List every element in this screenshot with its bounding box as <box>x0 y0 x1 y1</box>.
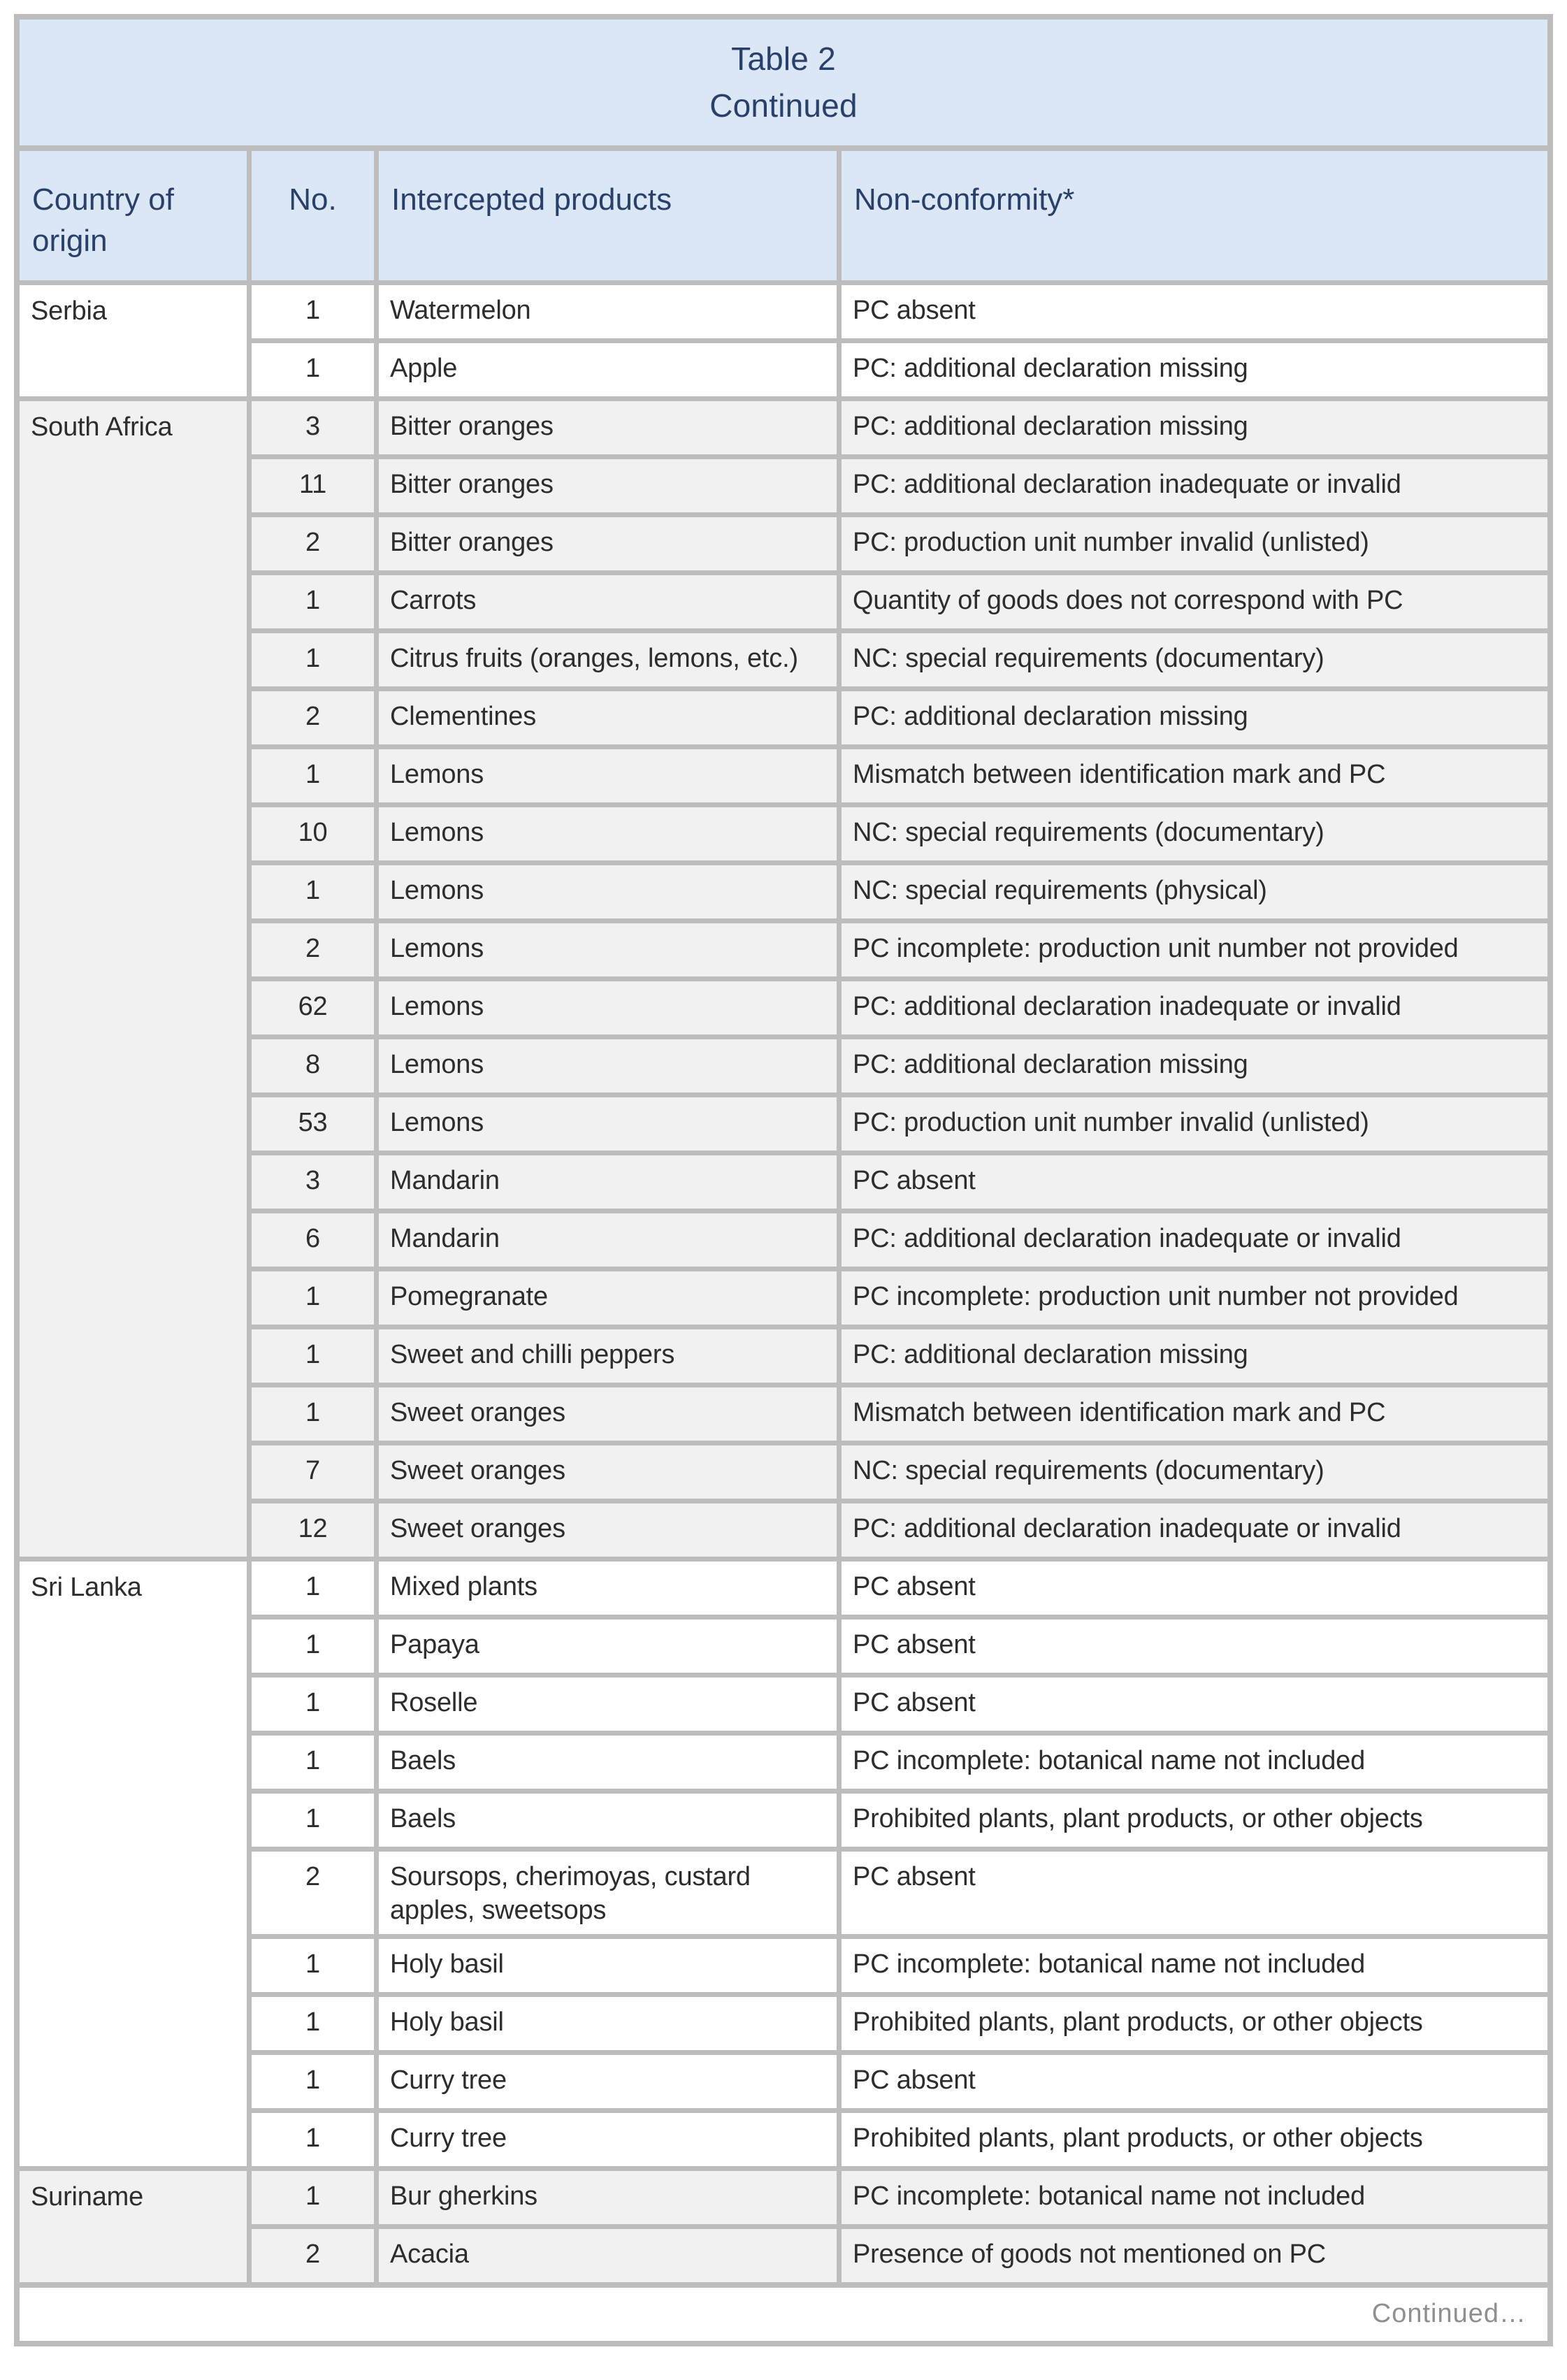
product-cell: Soursops, cherimoyas, custard apples, sweetsops <box>379 1852 837 1934</box>
product-cell: Citrus fruits (oranges, lemons, etc.) <box>379 633 837 686</box>
table-title-line-1: Table 2 <box>731 41 836 78</box>
count-cell: 12 <box>252 1503 374 1557</box>
count-cell: 2 <box>252 517 374 570</box>
non-conformity-cell: PC incomplete: production unit number not provided <box>842 1271 1547 1325</box>
count-cell: 10 <box>252 807 374 860</box>
product-cell: Lemons <box>379 1039 837 1092</box>
count-cell: 1 <box>252 1997 374 2050</box>
non-conformity-cell: PC absent <box>842 1155 1547 1209</box>
non-conformity-cell: PC: additional declaration missing <box>842 343 1547 396</box>
count-cell: 2 <box>252 2229 374 2282</box>
column-header-non-conformity: Non-conformity* <box>842 151 1547 280</box>
non-conformity-cell: PC: additional declaration inadequate or invalid <box>842 459 1547 512</box>
product-cell: Baels <box>379 1794 837 1847</box>
product-cell: Curry tree <box>379 2055 837 2108</box>
non-conformity-cell: PC incomplete: botanical name not included <box>842 1939 1547 1992</box>
non-conformity-cell: Prohibited plants, plant products, or other objects <box>842 2113 1547 2166</box>
count-cell: 53 <box>252 1097 374 1151</box>
column-header-country-of-origin: Country of origin <box>20 151 247 280</box>
product-cell: Roselle <box>379 1678 837 1731</box>
count-cell: 1 <box>252 865 374 918</box>
product-cell: Mandarin <box>379 1213 837 1267</box>
count-cell: 1 <box>252 343 374 396</box>
non-conformity-cell: PC incomplete: production unit number not provided <box>842 923 1547 976</box>
non-conformity-cell: PC absent <box>842 1562 1547 1615</box>
count-cell: 2 <box>252 923 374 976</box>
non-conformity-cell: NC: special requirements (documentary) <box>842 633 1547 686</box>
product-cell: Bitter oranges <box>379 401 837 454</box>
product-cell: Curry tree <box>379 2113 837 2166</box>
product-cell: Papaya <box>379 1620 837 1673</box>
non-conformity-cell: PC absent <box>842 1678 1547 1731</box>
product-cell: Mixed plants <box>379 1562 837 1615</box>
product-cell: Lemons <box>379 981 837 1034</box>
non-conformity-cell: PC: production unit number invalid (unlisted) <box>842 517 1547 570</box>
count-cell: 11 <box>252 459 374 512</box>
product-cell: Lemons <box>379 923 837 976</box>
product-cell: Bur gherkins <box>379 2171 837 2224</box>
count-cell: 1 <box>252 2171 374 2224</box>
non-conformity-cell: PC incomplete: botanical name not included <box>842 2171 1547 2224</box>
product-cell: Lemons <box>379 807 837 860</box>
product-cell: Clementines <box>379 691 837 744</box>
count-cell: 1 <box>252 1678 374 1731</box>
count-cell: 1 <box>252 2055 374 2108</box>
product-cell: Sweet and chilli peppers <box>379 1329 837 1383</box>
product-cell: Watermelon <box>379 285 837 338</box>
count-cell: 3 <box>252 1155 374 1209</box>
product-cell: Apple <box>379 343 837 396</box>
non-conformity-cell: PC: additional declaration missing <box>842 1329 1547 1383</box>
count-cell: 6 <box>252 1213 374 1267</box>
count-cell: 1 <box>252 1736 374 1789</box>
non-conformity-cell: PC absent <box>842 1620 1547 1673</box>
non-conformity-cell: PC incomplete: botanical name not included <box>842 1736 1547 1789</box>
count-cell: 1 <box>252 285 374 338</box>
product-cell: Holy basil <box>379 1939 837 1992</box>
column-header-no: No. <box>252 151 374 280</box>
non-conformity-cell: PC absent <box>842 2055 1547 2108</box>
table-title <box>20 20 1547 145</box>
count-cell: 1 <box>252 1329 374 1383</box>
non-conformity-cell: Presence of goods not mentioned on PC <box>842 2229 1547 2282</box>
product-cell: Mandarin <box>379 1155 837 1209</box>
column-header-intercepted-products: Intercepted products <box>379 151 837 280</box>
non-conformity-cell: PC: additional declaration missing <box>842 1039 1547 1092</box>
non-conformity-cell: NC: special requirements (documentary) <box>842 1445 1547 1499</box>
count-cell: 62 <box>252 981 374 1034</box>
count-cell: 2 <box>252 1852 374 1934</box>
product-cell: Lemons <box>379 865 837 918</box>
non-conformity-cell: NC: special requirements (physical) <box>842 865 1547 918</box>
non-conformity-cell: PC: additional declaration missing <box>842 401 1547 454</box>
product-cell: Lemons <box>379 749 837 802</box>
non-conformity-cell: Prohibited plants, plant products, or other objects <box>842 1794 1547 1847</box>
product-cell: Sweet oranges <box>379 1387 837 1441</box>
non-conformity-cell: Prohibited plants, plant products, or other objects <box>842 1997 1547 2050</box>
count-cell: 2 <box>252 691 374 744</box>
product-cell: Acacia <box>379 2229 837 2282</box>
count-cell: 1 <box>252 1620 374 1673</box>
count-cell: 1 <box>252 749 374 802</box>
product-cell: Sweet oranges <box>379 1445 837 1499</box>
count-cell: 1 <box>252 633 374 686</box>
non-conformity-cell: PC: additional declaration missing <box>842 691 1547 744</box>
count-cell: 3 <box>252 401 374 454</box>
country-cell: Serbia <box>20 285 247 396</box>
country-cell: South Africa <box>20 401 247 1557</box>
count-cell: 1 <box>252 1387 374 1441</box>
count-cell: 1 <box>252 2113 374 2166</box>
count-cell: 1 <box>252 575 374 628</box>
country-cell: Suriname <box>20 2171 247 2282</box>
product-cell: Baels <box>379 1736 837 1789</box>
non-conformity-cell: Quantity of goods does not correspond with PC <box>842 575 1547 628</box>
product-cell: Bitter oranges <box>379 517 837 570</box>
count-cell: 7 <box>252 1445 374 1499</box>
count-cell: 1 <box>252 1939 374 1992</box>
non-conformity-cell: PC absent <box>842 285 1547 338</box>
non-conformity-cell: PC: additional declaration inadequate or invalid <box>842 981 1547 1034</box>
non-conformity-cell: PC: production unit number invalid (unlisted) <box>842 1097 1547 1151</box>
non-conformity-cell: Mismatch between identification mark and PC <box>842 1387 1547 1441</box>
count-cell: 1 <box>252 1271 374 1325</box>
table-2-continued <box>14 14 1553 2346</box>
non-conformity-cell: NC: special requirements (documentary) <box>842 807 1547 860</box>
count-cell: 1 <box>252 1794 374 1847</box>
non-conformity-cell: PC: additional declaration inadequate or invalid <box>842 1213 1547 1267</box>
table-body <box>20 151 1547 2282</box>
product-cell: Pomegranate <box>379 1271 837 1325</box>
product-cell: Sweet oranges <box>379 1503 837 1557</box>
continued-label: Continued… <box>1371 2299 1526 2329</box>
product-cell: Lemons <box>379 1097 837 1151</box>
table-title-line-2: Continued <box>709 87 858 124</box>
product-cell: Carrots <box>379 575 837 628</box>
table-footer <box>20 2288 1547 2341</box>
non-conformity-cell: Mismatch between identification mark and PC <box>842 749 1547 802</box>
count-cell: 1 <box>252 1562 374 1615</box>
non-conformity-cell: PC absent <box>842 1852 1547 1934</box>
country-cell: Sri Lanka <box>20 1562 247 2166</box>
count-cell: 8 <box>252 1039 374 1092</box>
non-conformity-cell: PC: additional declaration inadequate or invalid <box>842 1503 1547 1557</box>
product-cell: Bitter oranges <box>379 459 837 512</box>
product-cell: Holy basil <box>379 1997 837 2050</box>
